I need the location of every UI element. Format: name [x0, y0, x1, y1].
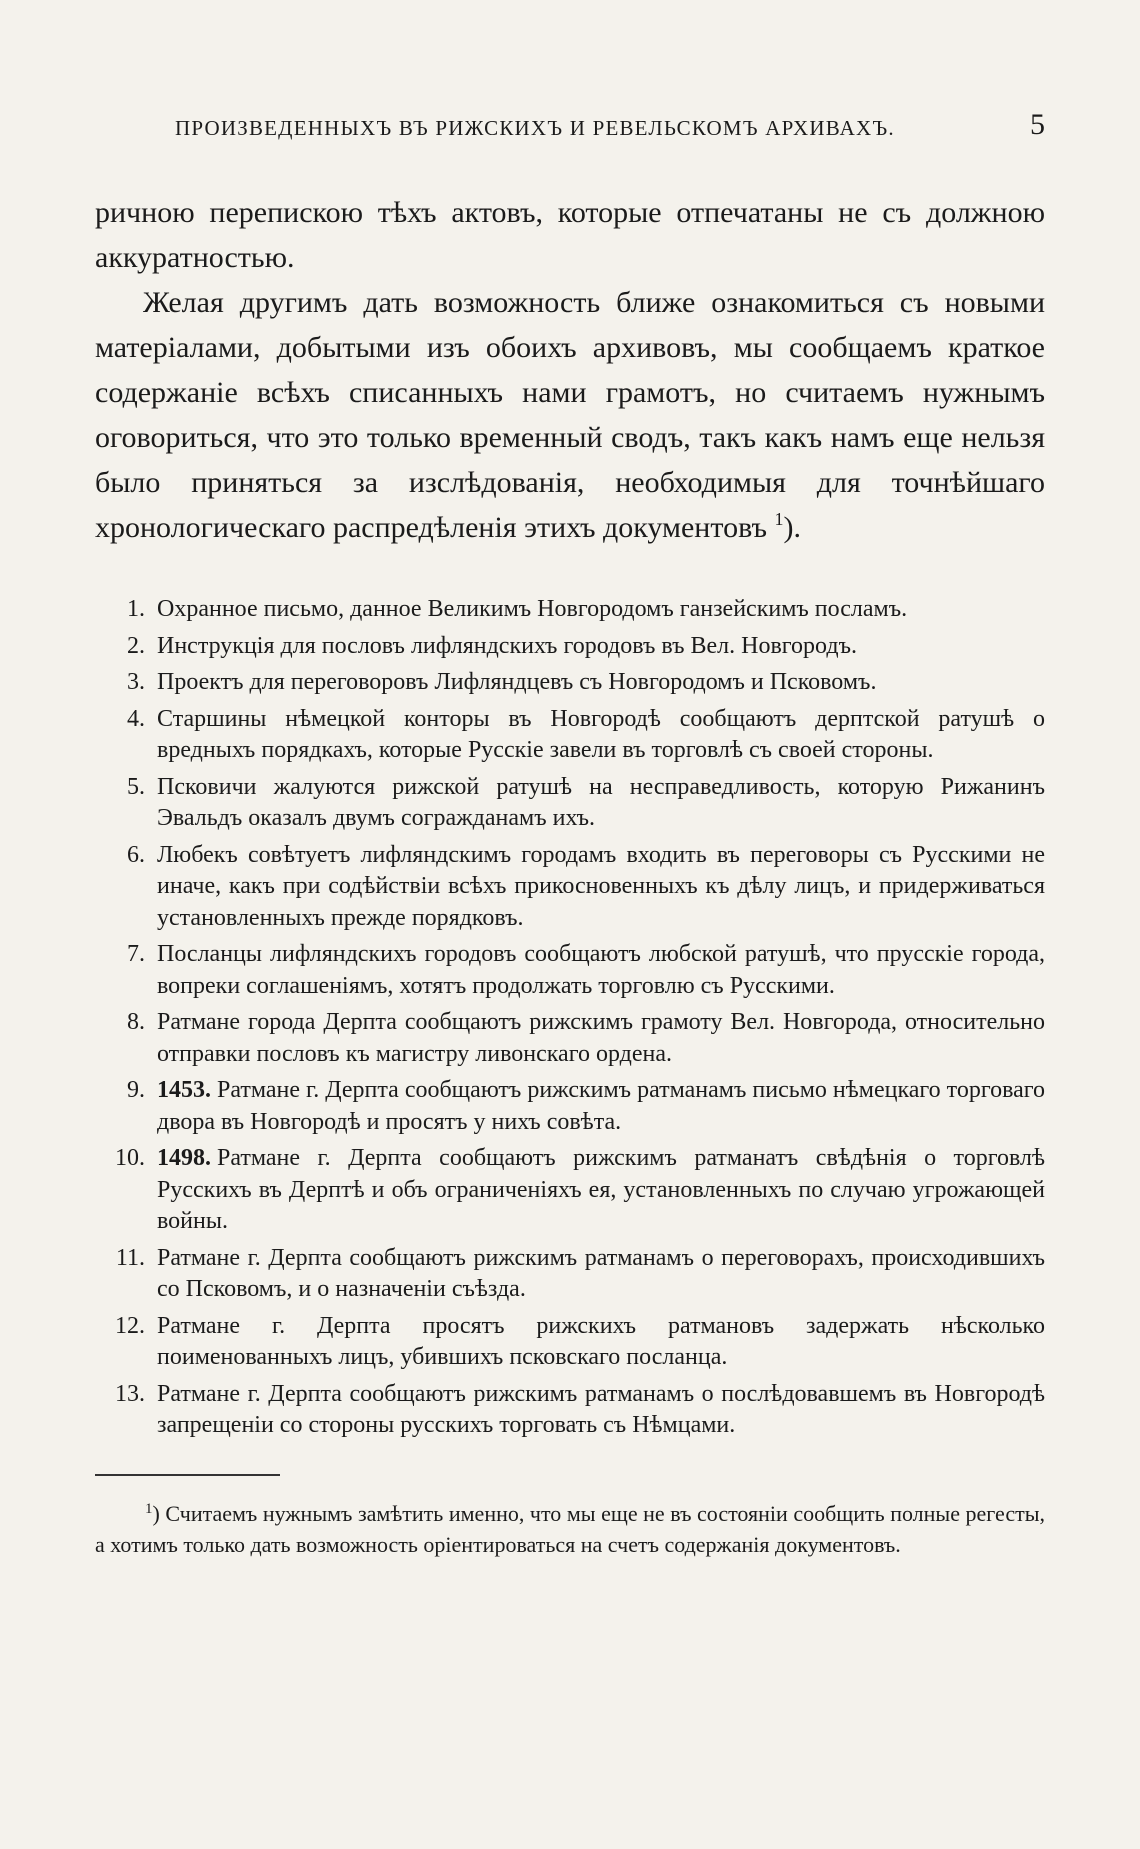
entry-text: Охранное письмо, данное Великимъ Новгородомъ ганзейскимъ посламъ.: [157, 596, 908, 622]
entry-number: 13.: [115, 1380, 145, 1407]
entry-text: Ратмане города Дерпта сообщаютъ рижскимъ грамоту Вел. Новгорода, относительно отправки пословъ къ магистру ливонскаго ордена.: [157, 1009, 1045, 1067]
entry-number: 3.: [127, 669, 145, 695]
entry-year: 1453.: [157, 1077, 211, 1103]
footnote-reference[interactable]: 1: [774, 509, 784, 529]
list-item: [95, 1379, 1045, 1442]
list-item: [95, 840, 1045, 935]
entry-number: 6.: [127, 841, 145, 868]
list-item: [95, 772, 1045, 835]
footnote-text: ) Считаемъ нужнымъ замѣтить именно, что мы еще не въ состояніи сообщить полные регесты, а хотимъ только дать возможность оріентироваться на счетъ содержанія документовъ.: [95, 1500, 1045, 1557]
entry-text: Инструкція для пословъ лифляндскихъ городовъ въ Вел. Новгородъ.: [157, 632, 857, 659]
entry-number: 7.: [127, 941, 145, 967]
entry-number: 12.: [115, 1312, 145, 1339]
entry-text: Псковичи жалуются рижской ратушѣ на несправедливость, которую Рижанинъ Эвальдъ оказалъ двумъ согражданамъ ихъ.: [157, 773, 1045, 831]
entry-text: Ратмане г. Дерпта сообщаютъ рижскимъ ратманамъ о послѣдовавшемъ въ Новгородѣ запрещеніи со стороны русскихъ торговать съ Нѣмцами.: [157, 1380, 1045, 1438]
entry-number: 8.: [127, 1009, 145, 1035]
list-item: [95, 594, 1045, 626]
entry-text: [157, 1075, 1045, 1138]
entry-text: [157, 1143, 1045, 1238]
body-paragraph-2: [95, 280, 1045, 550]
body-paragraph-1: ричною перепискою тѣхъ актовъ, которые отпечатаны не съ должною аккуратностью.: [95, 196, 1045, 274]
list-item: [95, 1007, 1045, 1070]
list-item: [95, 1143, 1045, 1238]
running-title: ПРОИЗВЕДЕННЫХЪ ВЪ РИЖСКИХЪ И РЕВЕЛЬСКОМЪ АРХИВАХЪ.: [175, 116, 895, 140]
body-paragraph-2-text: Желая другимъ дать возможность ближе ознакомиться съ новыми матеріалами, добытыми изъ обоихъ архивовъ, мы сообщаемъ краткое содержаніе всѣхъ списанныхъ нами грамотъ, но считаемъ нужнымъ оговориться, что это только временный сводъ, такъ какъ намъ еще нельзя было приняться за изслѣдованія, необходимыя для точнѣйшаго хронологическаго распредѣленія этихъ документовъ: [95, 286, 1045, 544]
body-paragraph-2-end: ).: [783, 511, 802, 544]
list-item: [95, 667, 1045, 699]
entry-text: Проектъ для переговоровъ Лифляндцевъ съ Новгородомъ и Псковомъ.: [157, 669, 877, 695]
book-page: [95, 100, 1045, 1560]
entry-number: 2.: [127, 632, 145, 659]
entry-number: 10.: [115, 1145, 145, 1171]
entry-text: Старшины нѣмецкой конторы въ Новгородѣ сообщаютъ дерптской ратушѣ о вредныхъ порядкахъ, которые Русскіе завели въ торговлѣ съ своей стороны.: [157, 705, 1045, 763]
entry-number: 9.: [127, 1077, 145, 1103]
list-item: [95, 704, 1045, 767]
list-item: [95, 1243, 1045, 1306]
list-item: [95, 631, 1045, 663]
entry-text-body: Ратмане г. Дерпта сообщаютъ рижскимъ ратманамъ письмо нѣмецкаго торговаго двора въ Новгородѣ и просятъ у нихъ совѣта.: [157, 1077, 1045, 1135]
entry-number: 11.: [115, 1244, 145, 1271]
footnote-mark: 1: [145, 1500, 153, 1517]
entry-text: Посланцы лифляндскихъ городовъ сообщаютъ любской ратушѣ, что прусскіе города, вопреки соглашеніямъ, хотятъ продолжать торговлю съ Русскими.: [157, 941, 1045, 999]
list-item: [95, 939, 1045, 1002]
entry-number: 1.: [127, 596, 145, 622]
footnote: [95, 1498, 1045, 1560]
entry-number: 4.: [127, 705, 145, 732]
entry-text: Ратмане г. Дерпта сообщаютъ рижскимъ ратманамъ о переговорахъ, происходившихъ со Псковомъ, и о назначеніи съѣзда.: [157, 1244, 1045, 1302]
page-number: 5: [1030, 108, 1045, 141]
entry-text: Ратмане г. Дерпта просятъ рижскихъ ратмановъ задержать нѣсколько поименованныхъ лицъ, убившихъ псковскаго посланца.: [157, 1312, 1045, 1370]
entry-number: 5.: [127, 773, 145, 800]
entry-year: 1498.: [157, 1145, 211, 1171]
entry-text-body: Ратмане г. Дерпта сообщаютъ рижскимъ ратманатъ свѣдѣнія о торговлѣ Русскихъ въ Дерптѣ и объ ограниченіяхъ ея, установленныхъ по случаю угрожающей войны.: [157, 1145, 1045, 1234]
document-list: [95, 594, 1045, 1442]
entry-text: Любекъ совѣтуетъ лифляндскимъ городамъ входить въ переговоры съ Русскими не иначе, какъ при содѣйствіи всѣхъ прикосновенныхъ къ дѣлу лицъ, и придерживаться установленныхъ прежде порядковъ.: [157, 841, 1045, 931]
page-header: [95, 100, 1045, 160]
list-item: [95, 1075, 1045, 1138]
footnote-divider: [95, 1474, 280, 1476]
list-item: [95, 1311, 1045, 1374]
